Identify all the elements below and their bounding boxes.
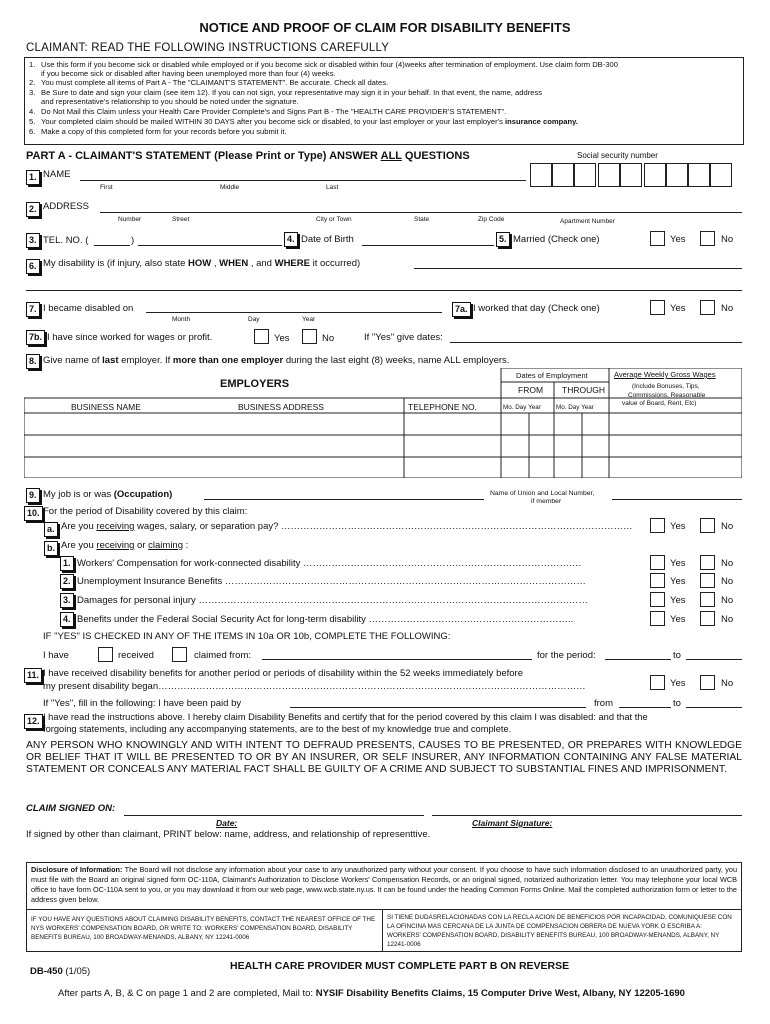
- questions-box: [26, 910, 742, 952]
- employers-title: EMPLOYERS: [220, 378, 290, 390]
- item-number: 12.: [24, 714, 43, 729]
- paid-from-field[interactable]: [619, 707, 671, 708]
- q11-text: I have received disability benefits for another period or periods of disability within the 52 weeks immediately before: [43, 668, 524, 679]
- ssn-label: Social security number: [577, 151, 658, 160]
- address-label: ADDRESS: [43, 201, 89, 212]
- disability-field[interactable]: [414, 268, 742, 269]
- address-field[interactable]: [100, 212, 742, 213]
- paid-to-field[interactable]: [686, 707, 742, 708]
- q10b3-yes-checkbox[interactable]: [650, 592, 665, 607]
- tel-field[interactable]: [138, 245, 282, 246]
- item-number: 2.: [60, 574, 74, 589]
- employer-instructions: Give name of last employer. If more than one employer during the last eight (8) weeks, name ALL employers.: [43, 355, 510, 366]
- item-number: 11.: [24, 668, 42, 683]
- if-yes-dates-label: If "Yes" give dates:: [364, 332, 443, 343]
- mailing-address: After parts A, B, & C on page 1 and 2 are completed, Mail to: NYSIF Disability Benefits Claims, 15 Computer Drive West, Albany, NY 12205-1690: [58, 988, 685, 999]
- item-number: b.: [44, 541, 58, 556]
- married-no-checkbox[interactable]: [700, 231, 715, 246]
- item-number: 2.: [26, 202, 40, 217]
- ssn-digit-box[interactable]: [710, 163, 732, 187]
- q10b2-yes-checkbox[interactable]: [650, 573, 665, 588]
- col-business-address: BUSINESS ADDRESS: [238, 402, 324, 412]
- ssn-digit-box[interactable]: [644, 163, 666, 187]
- item-number: 9.: [26, 488, 40, 503]
- part-a-heading: PART A - CLAIMANT'S STATEMENT (Please Print or Type) ANSWER ALL QUESTIONS: [26, 150, 470, 162]
- claimed-checkbox[interactable]: [172, 647, 187, 662]
- disabled-on-label: I became disabled on: [43, 303, 134, 314]
- area-code-field[interactable]: [94, 245, 130, 246]
- disability-label: My disability is (if injury, also state HOW , WHEN , and WHERE it occurred): [43, 258, 361, 269]
- claim-signed-label: CLAIM SIGNED ON:: [26, 803, 116, 814]
- occupation-label: My job is or was (Occupation): [43, 489, 173, 500]
- period-from-field[interactable]: [605, 659, 671, 660]
- item-number: 6.: [26, 259, 40, 274]
- since-worked-no-checkbox[interactable]: [302, 329, 317, 344]
- worked-day-yes-checkbox[interactable]: [650, 300, 665, 315]
- q12-text: I have read the instructions above. I hereby claim Disability Benefits and certify that for the period covered by this claim I was disabled: and that the: [43, 712, 648, 722]
- tel-label: TEL. NO. (: [43, 235, 89, 246]
- ssn-digit-box[interactable]: [688, 163, 710, 187]
- disclosure-box: Disclosure of Information: The Board will not disclose any information about your case to any unauthorized party without your consent. If you choose to have such information disclosed to an unauthorized party, you must file with the Board an original signed form OC-110A, Claimant's Authorization to Disclose Workers' Compensation Records, or an original signed, notarized authorization letter. You may telephone your local WCB office to have form OC-110A sent to you, or you may download it from our web page, www.wcb.state.ny.us. It can be found under the heading Common Forms Online. Mail the completed authorization form or letter to the address given below.: [26, 862, 742, 910]
- worked-day-label: I worked that day (Check one): [473, 303, 600, 314]
- item-number: 7a.: [452, 302, 471, 317]
- item-number: 1.: [60, 556, 74, 571]
- q10b-text: Are you receiving or claiming :: [61, 540, 189, 551]
- if-yes-instructions: IF "YES" IS CHECKED IN ANY OF THE ITEMS IN 10a OR 10b, COMPLETE THE FOLLOWING:: [43, 631, 451, 642]
- q10a-yes-checkbox[interactable]: [650, 518, 665, 533]
- q10a-text: Are you receiving wages, salary, or separation pay? …………………………………………………………………………………………………: [61, 521, 633, 532]
- ssn-digit-box[interactable]: [552, 163, 574, 187]
- ssn-digit-box[interactable]: [620, 163, 642, 187]
- representative-note: If signed by other than claimant, PRINT below: name, address, and relationship of representtive.: [26, 829, 431, 840]
- signature-field[interactable]: [432, 815, 742, 816]
- item-number: 8.: [26, 354, 40, 369]
- dob-label: Date of Birth: [301, 234, 354, 245]
- q10b4-yes-checkbox[interactable]: [650, 611, 665, 626]
- q10b4-text: Benefits under the Federal Social Security Act for long-term disability ………………………………………………………..: [77, 614, 574, 625]
- ssn-digit-box[interactable]: [666, 163, 688, 187]
- item-number: 3.: [26, 233, 40, 248]
- form-title: NOTICE AND PROOF OF CLAIM FOR DISABILITY BENEFITS: [199, 20, 571, 35]
- union-field[interactable]: [612, 499, 742, 500]
- item-number: 7b.: [26, 330, 45, 345]
- name-label: NAME: [43, 169, 71, 180]
- item-number: 7.: [26, 302, 40, 317]
- worked-day-no-checkbox[interactable]: [700, 300, 715, 315]
- item-number: 10.: [24, 506, 43, 521]
- item-number: 5.: [496, 232, 510, 247]
- q10a-no-checkbox[interactable]: [700, 518, 715, 533]
- married-label: Married (Check one): [513, 234, 600, 245]
- employers-table: EMPLOYERS Dates of Employment FROM THROUGH Average Weekly Gross Wages (Include Bonuses, Tips, Commissions, Reasonable value of Board, Rent, Etc) BUSINESS NAME BUSINESS ADDRESS TELEPHONE NO. Mo. Day Year Mo. Day Year: [24, 368, 742, 478]
- claimed-from-field[interactable]: [262, 659, 532, 660]
- part-b-reverse-note: HEALTH CARE PROVIDER MUST COMPLETE PART B ON REVERSE: [230, 960, 570, 972]
- instructions-box: 1. Use this form if you become sick or disabled while employed or if you become sick or disabled within four (4)weeks after termination of employment. Use claim form DB-300 if you become sick or disabled after having been unemployed more than four (4) weeks. 2. You must complete all items of Part A - The "CLAIMANT'S STATEMENT". Be accurate. Check all dates. 3. Be Sure to date and sign your claim (see item 12). If you can not sign, your representative may sign it in your behalf. In that event, the name, address and representative's relationship to you should be noted under the signature. 4. Do Not Mail this Claim unless your Health Care Provider Complete's and Signs Part B - The "HEALTH CARE PROVIDER'S STATEMENT". 5. Your completed claim should be mailed WITHIN 30 DAYS after you become sick or disabled, to your last employer or your last employer's insurance company. 6. Make a copy of this completed form for your records before you submit it.: [24, 57, 744, 145]
- ssn-digit-box[interactable]: [574, 163, 596, 187]
- q11-no-checkbox[interactable]: [700, 675, 715, 690]
- ssn-digit-box[interactable]: [598, 163, 620, 187]
- questions-english: IF YOU HAVE ANY QUESTIONS ABOUT CLAIMING DISABILITY BENEFITS, CONTACT THE NEAREST OFFICE OF THE NYS WORKERS' COMPENSATION BOARD, OR WRITE TO: WORKERS' COMPENSATION BOARD, DISABILITY BENEFITS BUREAU, 100 BROADWAY-MENANDS, ALBANY, NY 12241-0006: [31, 916, 376, 941]
- name-field[interactable]: [80, 180, 526, 181]
- since-worked-label: I have since worked for wages or profit.: [47, 332, 213, 343]
- since-worked-dates-field[interactable]: [450, 342, 742, 343]
- received-checkbox[interactable]: [98, 647, 113, 662]
- q10b2-no-checkbox[interactable]: [700, 573, 715, 588]
- q10b1-text: Workers' Compensation for work-connected disability …………………………………………………………………………….: [77, 558, 582, 569]
- q10b1-no-checkbox[interactable]: [700, 555, 715, 570]
- col-telephone: TELEPHONE NO.: [408, 402, 477, 412]
- q10b2-text: Unemployment Insurance Benefits ……………………………………………………………………………………………………: [77, 576, 586, 587]
- item-number: a.: [44, 522, 58, 537]
- married-yes-checkbox[interactable]: [650, 231, 665, 246]
- occupation-field[interactable]: [204, 499, 484, 500]
- fraud-warning: ANY PERSON WHO KNOWINGLY AND WITH INTENT TO DEFRAUD PRESENTS, CAUSES TO BE PRESENTED, OR PREPARES WITH KNOWLEDGE OR BELIEF THAT IT WILL BE PRESENTED TO OR BY AN INSURER, OR SELF INSURER, ANY INFORMATION CONTAINING ANY FALSE MATERIAL STATEMENT OR CONCEALS ANY MATERIAL FACT SHALL BE GUILTY OF A CRIME AND SUBJECT TO SUBSTANTIAL FINES AND IMPRISONMENT.: [26, 740, 742, 775]
- period-to-field[interactable]: [686, 659, 742, 660]
- q10b3-text: Damages for personal injury ……………………………………………………………………………………………………………: [77, 595, 588, 606]
- item-number: 3.: [60, 593, 74, 608]
- paid-by-field[interactable]: [290, 707, 586, 708]
- q10b1-yes-checkbox[interactable]: [650, 555, 665, 570]
- q10b4-no-checkbox[interactable]: [700, 611, 715, 626]
- q11-yes-checkbox[interactable]: [650, 675, 665, 690]
- item-number: 4.: [60, 612, 74, 627]
- item-number: 1.: [26, 170, 40, 185]
- item-number: 4.: [284, 232, 298, 247]
- ssn-digit-box[interactable]: [530, 163, 552, 187]
- q10b3-no-checkbox[interactable]: [700, 592, 715, 607]
- disability-field-line2[interactable]: [26, 290, 742, 291]
- form-subtitle: CLAIMANT: READ THE FOLLOWING INSTRUCTIONS CAREFULLY: [26, 42, 390, 54]
- disabled-on-field[interactable]: [146, 312, 442, 313]
- date-field[interactable]: [124, 815, 424, 816]
- questions-spanish: SI TIENE DUDASRELACIONADAS CON LA RECLA ACION DE BENEFICIOS POR INCAPACIDAD, COMUNIQUESE CON LA OFINCINA MAS CERCANA DE LA JUNTA DE COMPENSACION OBRERA DE NUEVA YORK O ESCRIBA A: WORKERS' COMPENSATION BOARD, DISABILITY BENEFITS BUREAU, 100 BROADWAY-MENANDS, ALBANY, NY 12241-0006: [387, 914, 732, 948]
- since-worked-yes-checkbox[interactable]: [254, 329, 269, 344]
- q10-text: For the period of Disability covered by this claim:: [43, 506, 248, 517]
- col-business-name: BUSINESS NAME: [71, 402, 141, 412]
- form-id: DB-450 (1/05): [30, 966, 91, 977]
- dob-field[interactable]: [362, 245, 494, 246]
